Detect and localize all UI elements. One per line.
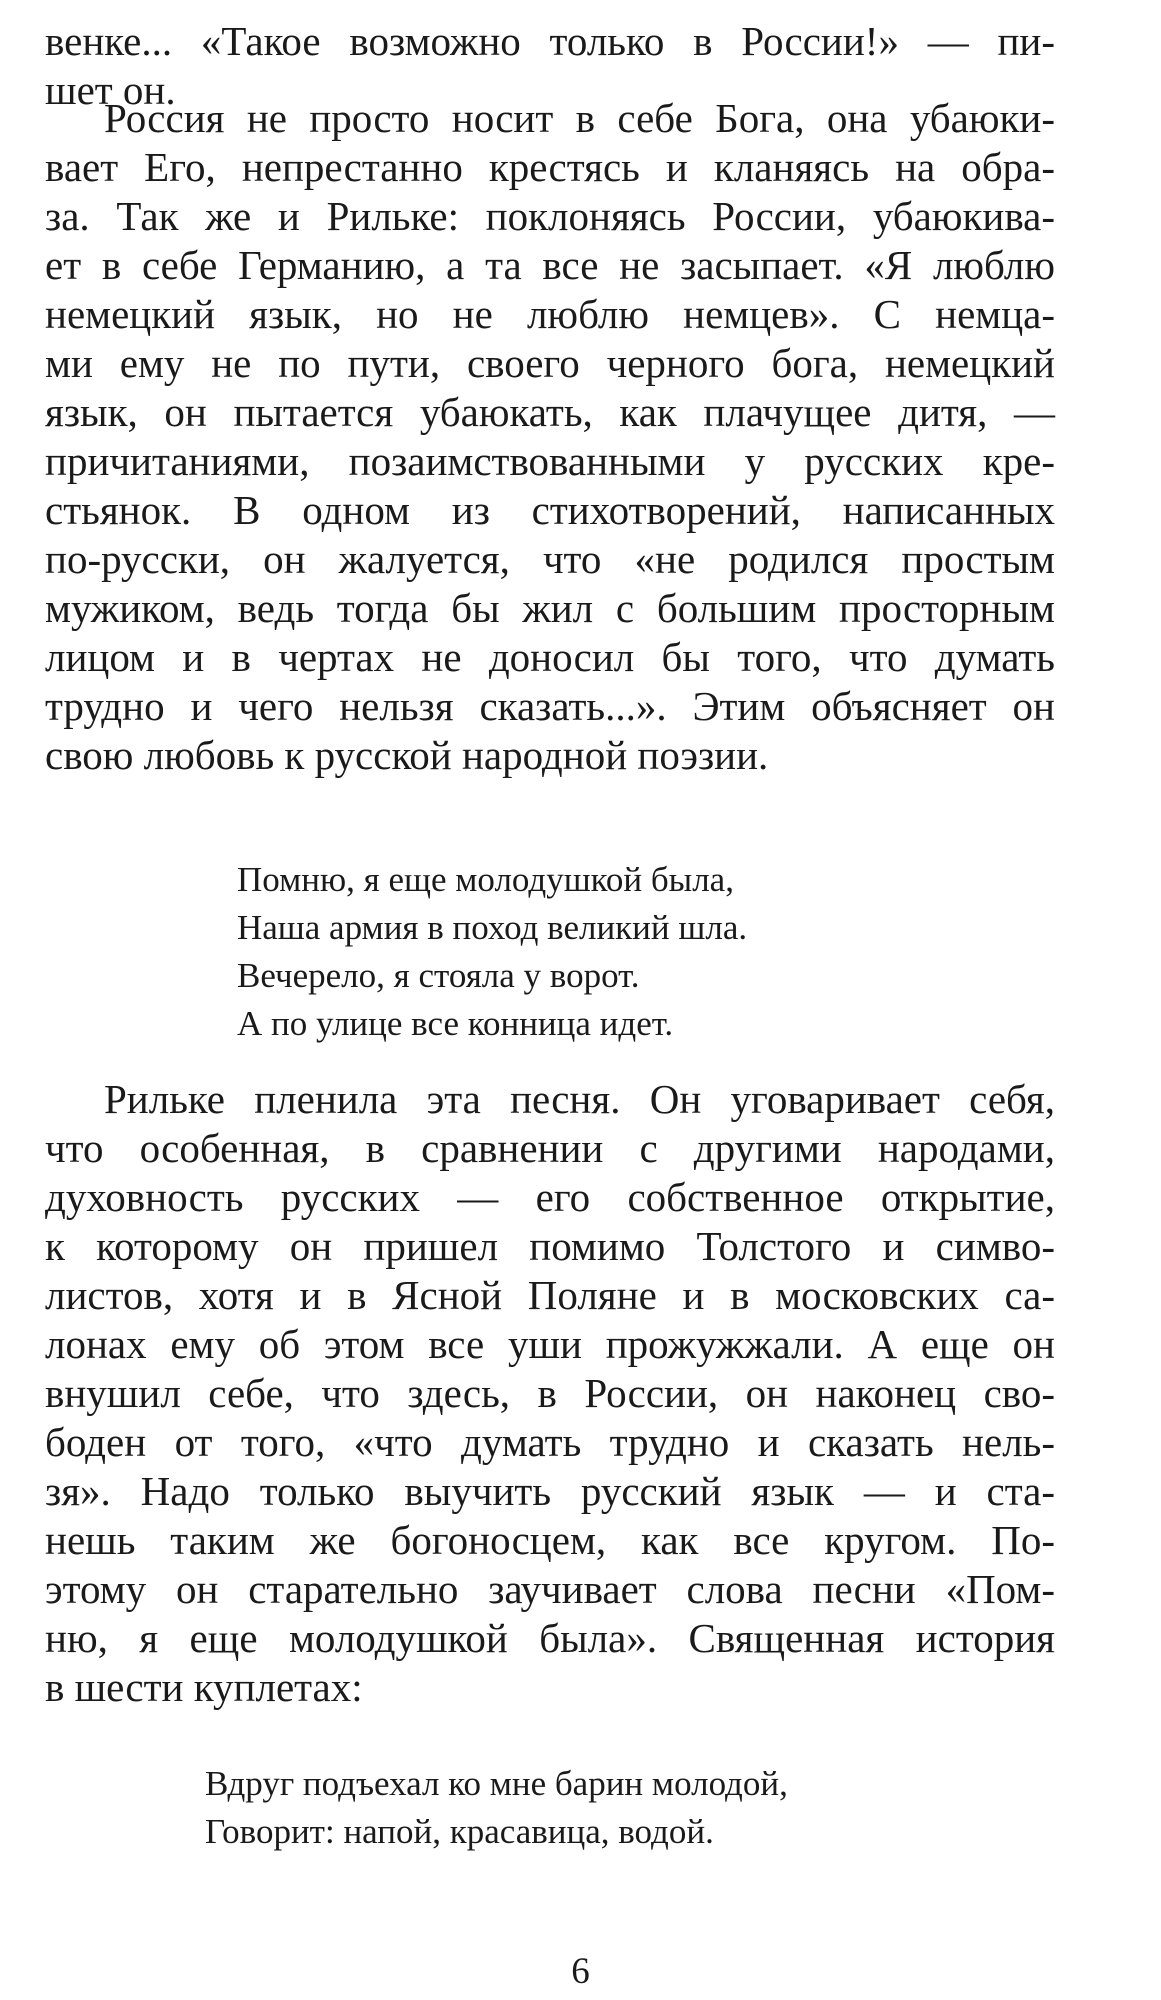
text-line: этому он старательно заучивает слова песни «Пом- [45,1566,1055,1612]
text-line: причитаниями, позаимствованными у русских кре- [45,438,1055,484]
text-line: Рильке пленила эта песня. Он уговаривает себя, [104,1076,1055,1122]
text-line: духовность русских — его собственное открытие, [45,1174,1055,1220]
text-line: мужиком, ведь тогда бы жил с большим просторным [45,585,1055,631]
verse-line: Наша армия в поход великий шла. [237,908,748,947]
paragraph [45,1075,1055,1712]
text-line: ет в себе Германию, а та все не засыпает. «Я люблю [45,242,1055,288]
text-line: лонах ему об этом все уши прожужжали. А еще он [45,1321,1055,1367]
text-line: зя». Надо только выучить русский язык — и ста- [45,1468,1055,1514]
text-line: боден от того, «что думать трудно и сказать нель- [45,1419,1055,1465]
verse-line: Помню, я еще молодушкой была, [237,860,734,899]
text-line: что особенная, в сравнении с другими народами, [45,1125,1055,1171]
text-line: по-русски, он жалуется, что «не родился простым [45,536,1055,582]
verse-line: Вечерело, я стояла у ворот. [237,956,640,995]
text-line: ню, я еще молодушкой была». Священная история [45,1615,1055,1661]
text-line: стьянок. В одном из стихотворений, написанных [45,487,1055,533]
text-line: вает Его, непрестанно крестясь и кланяясь на обра- [45,144,1055,190]
paragraph [45,94,1055,780]
text-line: Россия не просто носит в себе Бога, она убаюки- [104,95,1055,141]
text-line: язык, он пытается убаюкать, как плачущее дитя, — [45,389,1055,435]
verse-line: Вдруг подъехал ко мне барин молодой, [205,1764,788,1803]
text-line: немецкий язык, но не люблю немцев». С немца- [45,291,1055,337]
page-number: 6 [571,1951,590,1992]
verse-line: А по улице все конница идет. [237,1004,674,1043]
text-line: в шести куплетах: [45,1664,363,1710]
text-line: трудно и чего нельзя сказать...». Этим объясняет он [45,683,1055,729]
text-line: шет он. [45,67,176,113]
text-line: нешь таким же богоносцем, как все кругом. По- [45,1517,1055,1563]
text-line: лицом и в чертах не доносил бы того, что думать [45,634,1055,680]
text-line: внушил себе, что здесь, в России, он наконец сво- [45,1370,1055,1416]
verse-block [237,856,747,1048]
text-line: венке... «Такое возможно только в России!» — пи- [45,18,1055,64]
text-line: ми ему не по пути, своего черного бога, немецкий [45,340,1055,386]
verse-block [205,1760,788,1856]
verse-line: Говорит: напой, красавица, водой. [205,1812,714,1851]
text-line: листов, хотя и в Ясной Поляне и в московских са- [45,1272,1055,1318]
text-line: к которому он пришел помимо Толстого и симво- [45,1223,1055,1269]
text-line: за. Так же и Рильке: поклоняясь России, убаюкива- [45,193,1055,239]
text-line: свою любовь к русской народной поэзии. [45,732,769,778]
